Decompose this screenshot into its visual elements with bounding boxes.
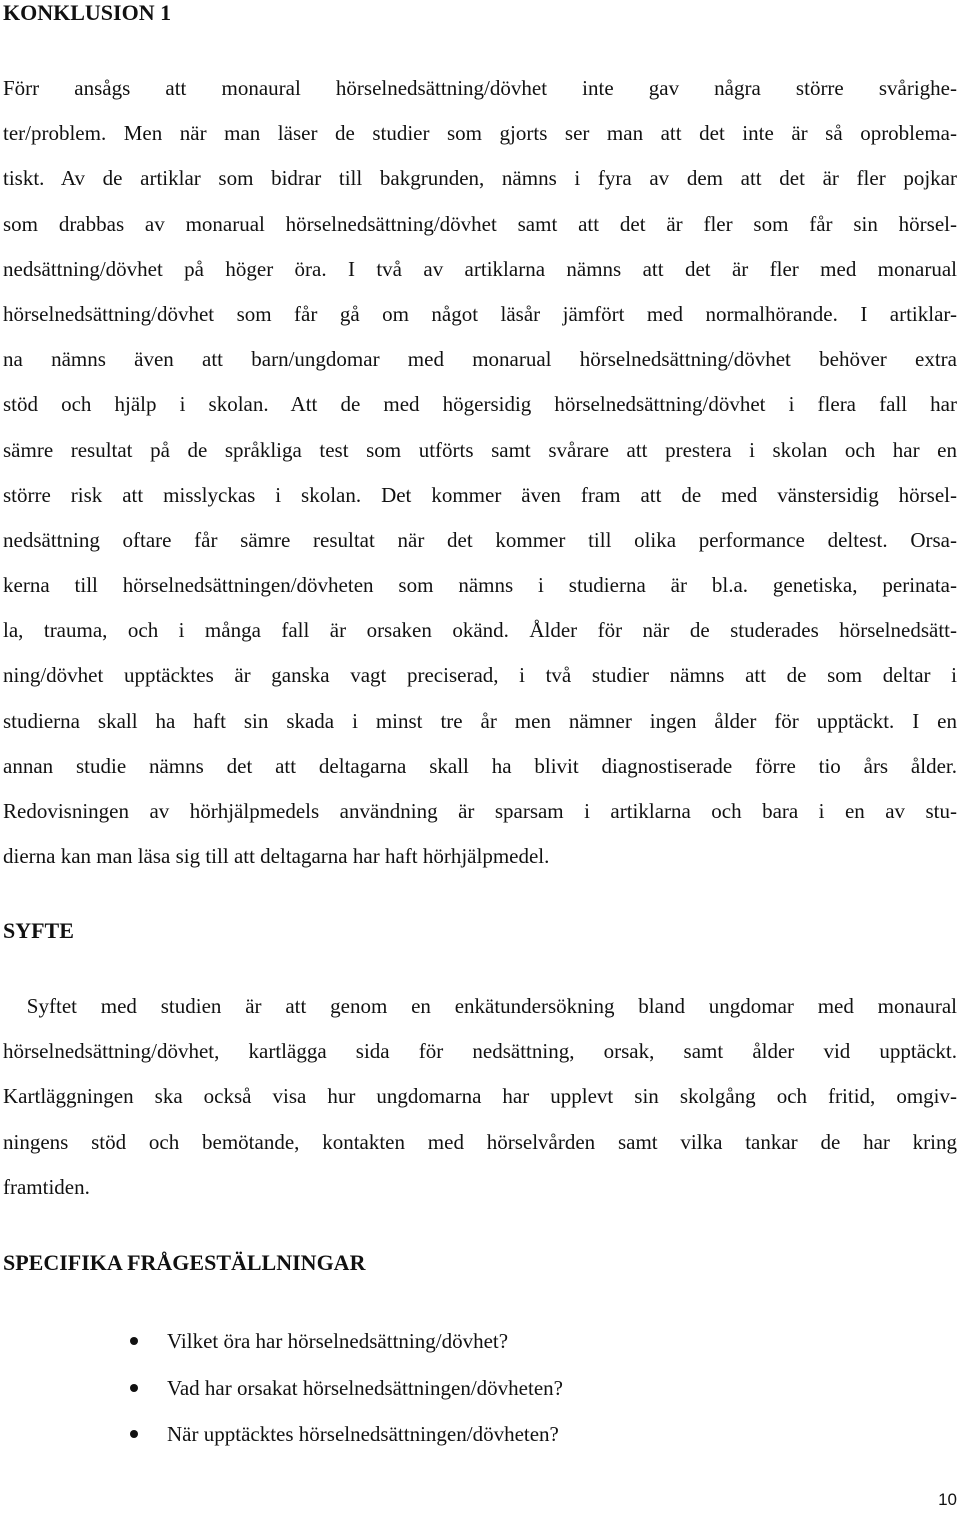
text-line: ter/problem. Men när man läser de studier som gjorts ser man att det inte är så oproblema- bbox=[3, 121, 957, 146]
text-line: ningens stöd och bemötande, kontakten med hörselvården samt vilka tankar de har kring bbox=[3, 1129, 957, 1154]
text-line: nedsättning/dövhet på höger öra. I två av artiklarna nämns att det är fler med monarual bbox=[3, 256, 957, 281]
list-item bbox=[130, 1411, 563, 1458]
paragraph-konklusion bbox=[3, 66, 957, 879]
text-line: Redovisningen av hörhjälpmedels användning är sparsam i artiklarna och bara i en av stu- bbox=[3, 799, 957, 823]
text-line: annan studie nämns det att deltagarna skall ha blivit diagnostiserade förre tio års ålder. bbox=[3, 753, 957, 778]
bullet-icon bbox=[130, 1337, 138, 1345]
text-line: Syftet med studien är att genom en enkätundersökning bland ungdomar med monaural bbox=[3, 994, 957, 1018]
text-line: na nämns även att barn/ungdomar med monarual hörselnedsättning/dövhet behöver extra bbox=[3, 347, 957, 372]
text-line: dierna kan man läsa sig till att deltagarna har haft hörhjälpmedel. bbox=[3, 844, 550, 869]
heading-specifika-fragestallningar: SPECIFIKA FRÅGESTÄLLNINGAR bbox=[3, 1250, 366, 1275]
text-line: hörselnedsättning/dövhet som får gå om något läsår jämfört med normalhörande. I artiklar- bbox=[3, 301, 957, 326]
text-line: ning/dövhet upptäcktes är ganska vagt preciserad, i två studier nämns att de som deltar i bbox=[3, 663, 957, 688]
text-line: Kartläggningen ska också visa hur ungdomarna har upplevt sin skolgång och fritid, omgiv- bbox=[3, 1084, 957, 1109]
text-line: studierna skall ha haft sin skada i minst tre år men nämner ingen ålder för upptäckt. I en bbox=[3, 708, 957, 733]
page-number: 10 bbox=[938, 1490, 957, 1509]
text-line: framtiden. bbox=[3, 1174, 90, 1199]
list-item bbox=[130, 1365, 563, 1412]
text-line: tiskt. Av de artiklar som bidrar till bakgrunden, nämns i fyra av dem att det är fler pojkar bbox=[3, 166, 957, 191]
text-line: större risk att misslyckas i skolan. Det kommer även fram att de med vänstersidig hörsel- bbox=[3, 482, 957, 507]
question-list bbox=[130, 1318, 563, 1458]
text-line: la, trauma, och i många fall är orsaken okänd. Ålder för när de studerades hörselnedsätt- bbox=[3, 618, 957, 643]
text-line: som drabbas av monarual hörselnedsättning/dövhet samt att det är fler som får sin hörsel- bbox=[3, 211, 957, 236]
bullet-icon bbox=[130, 1430, 138, 1438]
bullet-icon bbox=[130, 1384, 138, 1392]
heading-syfte: SYFTE bbox=[3, 918, 74, 943]
paragraph-syfte bbox=[3, 984, 957, 1210]
list-item-text: Vilket öra har hörselnedsättning/dövhet? bbox=[167, 1329, 509, 1353]
heading-konklusion: KONKLUSION 1 bbox=[3, 0, 172, 25]
text-line: hörselnedsättning/dövhet, kartlägga sida för nedsättning, orsak, samt ålder vid upptäckt. bbox=[3, 1039, 957, 1064]
list-item-text: Vad har orsakat hörselnedsättningen/dövheten? bbox=[167, 1375, 563, 1400]
list-item-text: När upptäcktes hörselnedsättningen/dövheten? bbox=[167, 1422, 559, 1446]
list-item bbox=[130, 1318, 563, 1365]
text-line: kerna till hörselnedsättningen/dövheten som nämns i studierna är bl.a. genetiska, perinata- bbox=[3, 573, 957, 598]
text-line: nedsättning oftare får sämre resultat när det kommer till olika performance deltest. Orsa- bbox=[3, 527, 957, 552]
text-line: Förr ansågs att monaural hörselnedsättning/dövhet inte gav några större svårighe- bbox=[3, 76, 957, 100]
text-line: sämre resultat på de språkliga test som utförts samt svårare att prestera i skolan och har en bbox=[3, 437, 957, 462]
text-line: stöd och hjälp i skolan. Att de med högersidig hörselnedsättning/dövhet i flera fall har bbox=[3, 392, 957, 417]
